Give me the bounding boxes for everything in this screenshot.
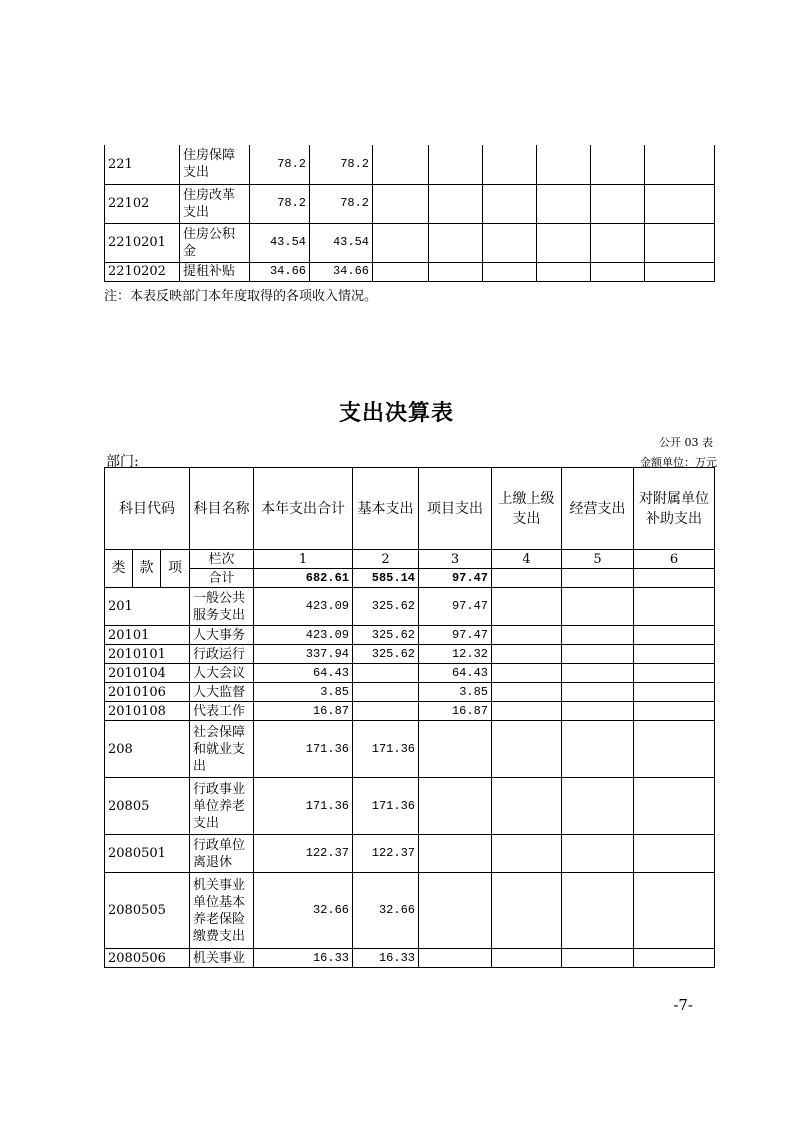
table-row <box>105 949 715 968</box>
subject-code: 20805 <box>105 778 190 835</box>
table-row <box>105 145 715 184</box>
subject-code: 2080505 <box>105 873 190 949</box>
total-value: 16.87 <box>254 702 353 721</box>
table-row <box>105 778 715 835</box>
basic-value: 78.2 <box>310 184 373 223</box>
total-value: 171.36 <box>254 778 353 835</box>
basic-value: 43.54 <box>310 223 373 262</box>
subject-code: 2010104 <box>105 664 190 683</box>
total-value: 423.09 <box>254 588 353 626</box>
project-value <box>419 778 492 835</box>
column-index-row <box>105 550 715 569</box>
table-row <box>105 835 715 873</box>
basic-value: 171.36 <box>353 721 419 778</box>
subject-code: 2080501 <box>105 835 190 873</box>
project-value: 16.87 <box>419 702 492 721</box>
subject-name: 提租补贴 <box>180 262 250 281</box>
basic-value <box>353 664 419 683</box>
subject-code: 201 <box>105 588 190 626</box>
project-value <box>419 949 492 968</box>
header-subsidy: 对附属单位补助支出 <box>634 468 715 550</box>
table-row <box>105 645 715 664</box>
total-value: 16.33 <box>254 949 353 968</box>
basic-value <box>353 683 419 702</box>
column-index: 5 <box>562 550 634 569</box>
header-lei: 类 <box>105 550 133 588</box>
subject-code: 208 <box>105 721 190 778</box>
subject-code: 2010101 <box>105 645 190 664</box>
total-value: 78.2 <box>250 184 310 223</box>
header-project: 项目支出 <box>419 468 492 550</box>
project-value <box>419 721 492 778</box>
subject-name: 人大会议 <box>190 664 254 683</box>
subject-name: 住房公积金 <box>180 223 250 262</box>
subject-code: 2080506 <box>105 949 190 968</box>
header-row <box>105 468 715 550</box>
subject-name: 行政单位离退休 <box>190 835 254 873</box>
subject-name: 机关事业单位基本养老保险缴费支出 <box>190 873 254 949</box>
table-row <box>105 702 715 721</box>
header-lanci: 栏次 <box>190 550 254 569</box>
basic-value: 78.2 <box>310 145 373 184</box>
table-note: 注：本表反映部门本年度取得的各项收入情况。 <box>104 289 378 304</box>
column-index: 6 <box>634 550 715 569</box>
page-number: -7- <box>673 996 693 1014</box>
table-row <box>105 262 715 281</box>
table-row <box>105 184 715 223</box>
header-business: 经营支出 <box>562 468 634 550</box>
total-value: 32.66 <box>254 873 353 949</box>
subject-code: 2010108 <box>105 702 190 721</box>
project-value: 97.47 <box>419 588 492 626</box>
subject-name: 人大监督 <box>190 683 254 702</box>
subject-code: 2010106 <box>105 683 190 702</box>
project-value <box>419 873 492 949</box>
expenditure-table <box>104 467 715 968</box>
header-name: 科目名称 <box>190 468 254 550</box>
total-value: 122.37 <box>254 835 353 873</box>
total-value: 43.54 <box>250 223 310 262</box>
total-value: 64.43 <box>254 664 353 683</box>
project-value: 64.43 <box>419 664 492 683</box>
subject-code: 22102 <box>105 184 180 223</box>
header-upper: 上缴上级支出 <box>492 468 562 550</box>
subject-name: 住房保障支出 <box>180 145 250 184</box>
header-total: 本年支出合计 <box>254 468 353 550</box>
basic-value: 16.33 <box>353 949 419 968</box>
sum-project: 97.47 <box>419 569 492 588</box>
form-number: 公开 03 表 <box>659 436 713 449</box>
sum-basic: 585.14 <box>353 569 419 588</box>
unit-label: 金额单位：万元 <box>640 456 717 469</box>
basic-value: 122.37 <box>353 835 419 873</box>
sum-row <box>105 569 715 588</box>
project-value <box>419 835 492 873</box>
page-title: 支出决算表 <box>338 401 454 426</box>
subject-code: 20101 <box>105 626 190 645</box>
sum-label: 合计 <box>190 569 254 588</box>
total-value: 337.94 <box>254 645 353 664</box>
basic-value: 325.62 <box>353 588 419 626</box>
table-row <box>105 873 715 949</box>
subject-code: 2210202 <box>105 262 180 281</box>
total-value: 3.85 <box>254 683 353 702</box>
total-value: 34.66 <box>250 262 310 281</box>
subject-code: 2210201 <box>105 223 180 262</box>
basic-value <box>353 702 419 721</box>
sum-total: 682.61 <box>254 569 353 588</box>
column-index: 2 <box>353 550 419 569</box>
basic-value: 34.66 <box>310 262 373 281</box>
income-table-continuation <box>104 145 715 282</box>
basic-value: 32.66 <box>353 873 419 949</box>
subject-name: 行政运行 <box>190 645 254 664</box>
subject-name: 一般公共服务支出 <box>190 588 254 626</box>
total-value: 78.2 <box>250 145 310 184</box>
basic-value: 325.62 <box>353 645 419 664</box>
table-row <box>105 223 715 262</box>
table-row <box>105 721 715 778</box>
basic-value: 171.36 <box>353 778 419 835</box>
table-row <box>105 588 715 626</box>
column-index: 4 <box>492 550 562 569</box>
column-index: 3 <box>419 550 492 569</box>
department-label: 部门: <box>106 454 139 470</box>
project-value: 12.32 <box>419 645 492 664</box>
basic-value: 325.62 <box>353 626 419 645</box>
header-kuan: 款 <box>133 550 161 588</box>
table-row <box>105 626 715 645</box>
subject-name: 住房改革支出 <box>180 184 250 223</box>
project-value: 3.85 <box>419 683 492 702</box>
subject-name: 代表工作 <box>190 702 254 721</box>
total-value: 171.36 <box>254 721 353 778</box>
subject-name: 行政事业单位养老支出 <box>190 778 254 835</box>
subject-name: 人大事务 <box>190 626 254 645</box>
table-row <box>105 664 715 683</box>
total-value: 423.09 <box>254 626 353 645</box>
subject-code: 221 <box>105 145 180 184</box>
subject-name: 机关事业 <box>190 949 254 968</box>
subject-name: 社会保障和就业支出 <box>190 721 254 778</box>
column-index: 1 <box>254 550 353 569</box>
header-basic: 基本支出 <box>353 468 419 550</box>
header-xiang: 项 <box>161 550 190 588</box>
project-value: 97.47 <box>419 626 492 645</box>
header-code: 科目代码 <box>105 468 190 550</box>
table-row <box>105 683 715 702</box>
